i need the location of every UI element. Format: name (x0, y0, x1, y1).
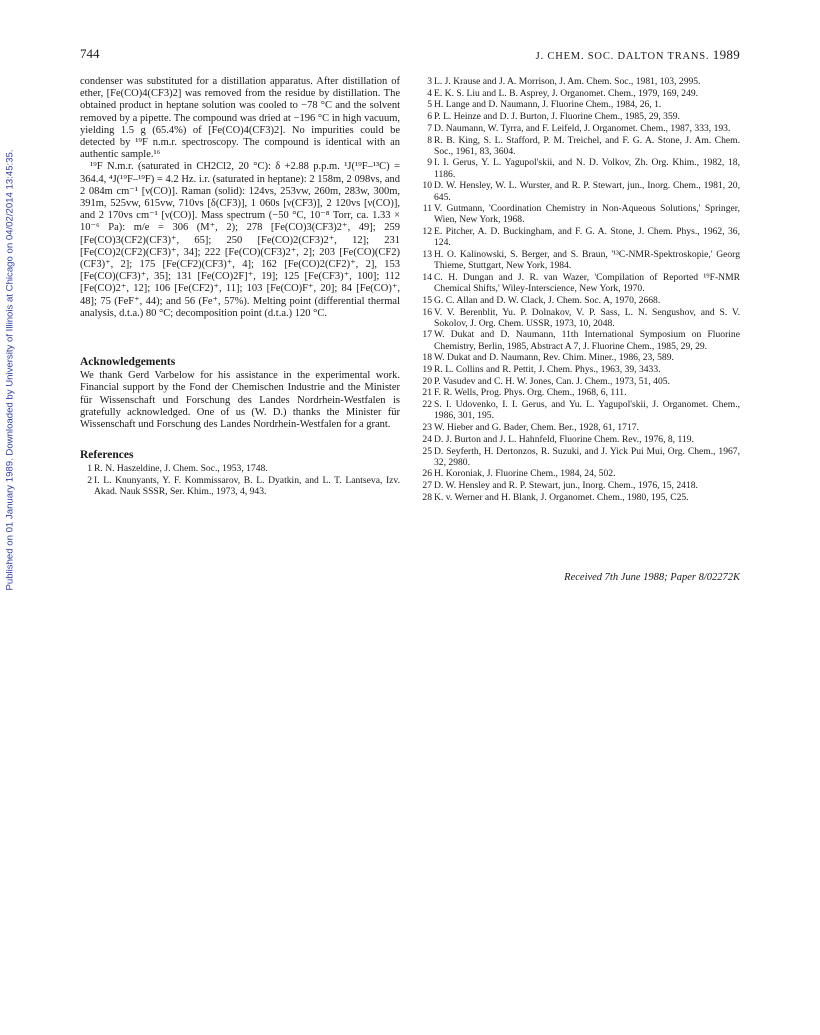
reference-item (420, 422, 740, 433)
reference-item (420, 468, 740, 479)
reference-number: 14 (422, 271, 432, 283)
reference-item (420, 123, 740, 134)
reference-text: D. J. Burton and J. L. Hahnfeld, Fluorine Chem. Rev., 1976, 8, 119. (434, 433, 694, 445)
reference-text: W. Hieber and G. Bader, Chem. Ber., 1928, 61, 1717. (434, 422, 639, 434)
journal-title (536, 47, 740, 63)
reference-item (420, 76, 740, 87)
reference-text: D. Naumann, W. Tyrra, and F. Leifeld, J. Organomet. Chem., 1987, 333, 193. (434, 122, 731, 134)
acknowledgements-text: We thank Gerd Varbelow for his assistance in the experimental work. Financial support by the Fond der Chemischen Industrie and the Minister für Wissenschaft und Forschung des Landes Nordrhein-Westfalen is gratefully acknowledged. One of us (W. D.) thanks the Minister für Wissenschaft und Forschung des Landes Nordrhein-Westfalen for a grant. (80, 370, 400, 431)
reference-number: 27 (422, 480, 432, 492)
reference-number: 1 (87, 463, 92, 475)
reference-text: K. v. Werner and H. Blank, J. Organomet. Chem., 1980, 195, C25. (434, 491, 689, 503)
reference-number: 16 (422, 306, 432, 318)
page-number: 744 (80, 46, 100, 61)
received-note: Received 7th June 1988; Paper 8/02272K (564, 572, 740, 583)
body-paragraph: ¹⁹F N.m.r. (saturated in CH2Cl2, 20 °C): δ +2.88 p.p.m. ¹J(¹⁹F–¹³C) = 364.4, ⁴J(¹⁹F–¹⁹F) = 4.2 Hz. i.r. (saturated in heptane): 2 158m, 2 098vs, and 2 084m cm⁻¹ [ν(CO)]. Raman (solid): 124vs, 253vw, 260m, 283w, 300m, 391m, 525vw, 615vw, 710vs [δ(CF3)], 1 060s [ν(CF3)], 2 120vs [ν(CO)], and 2 170vs cm⁻¹ [ν(CO)]. Mass spectrum (−50 °C, 10⁻⁸ Torr, ca. 1.33 × 10⁻⁶ Pa): m/e = 306 (M⁺, 2); 278 [Fe(CO)3(CF3)2⁺, 49]; 259 [Fe(CO)3(CF2)(CF3)⁺, 65]; 250 [Fe(CO)2(CF3)2⁺, 12]; 231 [Fe(CO)2(CF2)(CF3)⁺, 34]; 222 [Fe(CO)(CF3)2⁺, 2]; 203 [Fe(CO)(CF2)(CF3)⁺, 2]; 175 [Fe(CF2)(CF3)⁺, 4]; 162 [Fe(CO)2(CF2)⁺, 2], 153 [Fe(CO)(CF3)⁺, 35]; 131 [Fe(CO)2F]⁺, 19]; 125 [Fe(CF3)⁺, 100]; 112 [Fe(CO)2⁺, 12]; 106 [Fe(CF2)⁺, 11]; 103 [Fe(CO)F⁺, 20]; 84 [Fe(CO)⁺, 48]; 75 (FeF⁺, 44); and 56 (Fe⁺, 57%). Melting point (differential thermal analysis, d.t.a.) 80 °C; decomposition point (d.t.a.) 120 °C. (80, 161, 400, 319)
reference-text: S. I. Udovenko, I. I. Gerus, and Yu. L. Yagupol'skii, J. Organomet. Chem., 1986, 301, 195. (434, 399, 740, 422)
reference-number: 24 (422, 433, 432, 445)
reference-item (420, 307, 740, 329)
reference-item (80, 463, 400, 474)
reference-text: I. I. Gerus, Y. L. Yagupol'skii, and N. D. Volkov, Zh. Org. Khim., 1982, 18, 1186. (434, 157, 740, 180)
reference-text: G. C. Allan and D. W. Clack, J. Chem. Soc. A, 1970, 2668. (434, 294, 661, 306)
reference-item (420, 399, 740, 421)
acknowledgements-heading: Acknowledgements (80, 356, 176, 369)
reference-number: 26 (422, 468, 432, 480)
reference-text: F. R. Wells, Prog. Phys. Org. Chem., 1968, 6, 111. (434, 387, 627, 399)
references-list-left (80, 463, 400, 497)
reference-item (420, 226, 740, 248)
reference-number: 11 (422, 203, 432, 215)
reference-item (420, 180, 740, 202)
reference-text: C. H. Dungan and J. R. van Wazer, 'Compilation of Reported ¹⁹F-NMR Chemical Shifts,' Wiley-Interscience, New York, 1970. (434, 271, 740, 295)
reference-item (420, 446, 740, 468)
reference-number: 15 (422, 294, 432, 306)
reference-text: P. L. Heinze and D. J. Burton, J. Fluorine Chem., 1985, 29, 359. (434, 111, 680, 123)
reference-item (420, 352, 740, 363)
reference-item (420, 329, 740, 351)
reference-item (420, 364, 740, 375)
reference-item (420, 88, 740, 99)
reference-number: 22 (422, 399, 432, 411)
reference-text: R. B. King, S. L. Stafford, P. M. Treichel, and F. G. A. Stone, J. Am. Chem. Soc., 1961, 83, 3604. (434, 134, 740, 157)
reference-number: 3 (427, 76, 432, 87)
reference-item (420, 111, 740, 122)
journal-year: 1989 (712, 47, 740, 62)
reference-text: H. Lange and D. Naumann, J. Fluorine Chem., 1984, 26, 1. (434, 99, 662, 111)
reference-item (420, 387, 740, 398)
reference-text: D. W. Hensley and R. P. Stewart, jun., Inorg. Chem., 1976, 15, 2418. (434, 480, 698, 492)
reference-text: I. L. Knunyants, Y. F. Kommissarov, B. L. Dyatkin, and L. T. Lantseva, Izv. Akad. Nauk SSSR, Ser. Khim., 1973, 4, 943. (94, 475, 400, 498)
reference-number: 6 (427, 111, 432, 123)
page-header (80, 46, 740, 62)
reference-text: D. Seyferth, H. Dertonzos, R. Suzuki, and J. Yick Pui Mui, Org. Chem., 1967, 32, 2980. (434, 445, 740, 468)
reference-number: 5 (427, 99, 432, 111)
reference-number: 28 (422, 491, 432, 503)
publication-sidebar (0, 90, 20, 650)
reference-number: 25 (422, 445, 432, 457)
reference-item (420, 295, 740, 306)
reference-number: 19 (422, 364, 432, 376)
reference-item (420, 203, 740, 225)
reference-text: V. V. Berenblit, Yu. P. Dolnakov, V. P. Sass, L. N. Sengushov, and S. V. Sokolov, J. Org. Chem. USSR, 1973, 10, 2048. (434, 306, 740, 329)
body-paragraph: condenser was substituted for a distillation apparatus. After distillation of ether, [Fe(CO)4(CF3)2] was removed from the residue by distillation. The obtained product in heptane solution was cooled to −78 °C and the solvent removed by a pipette. The compound was dried at −196 °C in high vacuum, yielding 1.5 g (65.4%) of [Fe(CO)4(CF3)2]. No impurities could be detected by ¹⁹F n.m.r. spectroscopy. The compound is identical with an authentic sample.¹⁶ (80, 76, 400, 161)
references-heading: References (80, 449, 134, 462)
reference-text: D. W. Hensley, W. L. Wurster, and R. P. Stewart, jun., Inorg. Chem., 1981, 20, 645. (434, 180, 740, 203)
reference-item (420, 376, 740, 387)
reference-number: 21 (422, 387, 432, 399)
reference-number: 7 (427, 122, 432, 134)
reference-text: L. J. Krause and J. A. Morrison, J. Am. Chem. Soc., 1981, 103, 2995. (434, 76, 701, 87)
reference-item (420, 492, 740, 503)
reference-text: R. N. Haszeldine, J. Chem. Soc., 1953, 1748. (94, 463, 268, 475)
reference-text: V. Gutmann, 'Coordination Chemistry in Non-Aqueous Solutions,' Springer, Wien, New York, 1968. (434, 203, 740, 226)
reference-number: 23 (422, 422, 432, 434)
reference-item (420, 135, 740, 157)
reference-item (420, 249, 740, 271)
left-column (80, 76, 400, 498)
reference-number: 18 (422, 352, 432, 364)
reference-text: W. Dukat and D. Naumann, Rev. Chim. Miner., 1986, 23, 589. (434, 352, 674, 364)
reference-text: E. Pitcher, A. D. Buckingham, and F. G. A. Stone, J. Chem. Phys., 1962, 36, 124. (434, 226, 740, 249)
reference-number: 2 (87, 475, 92, 487)
reference-text: W. Dukat and D. Naumann, 11th International Symposium on Fluorine Chemistry, Berlin, 1985, Abstract A 7, J. Fluorine Chem., 1985, 29, 29. (434, 329, 740, 352)
reference-item (80, 475, 400, 497)
reference-number: 12 (422, 226, 432, 238)
reference-item (420, 99, 740, 110)
reference-item (420, 480, 740, 491)
reference-item (420, 272, 740, 294)
reference-text: P. Vasudev and C. H. W. Jones, Can. J. Chem., 1973, 51, 405. (434, 375, 670, 387)
reference-number: 4 (427, 87, 432, 99)
reference-number: 20 (422, 375, 432, 387)
reference-number: 10 (422, 180, 432, 192)
reference-text: E. K. S. Liu and L. B. Asprey, J. Organomet. Chem., 1979, 169, 249. (434, 87, 699, 99)
right-column (420, 76, 740, 504)
reference-text: R. L. Collins and R. Pettit, J. Chem. Phys., 1963, 39, 3433. (434, 364, 661, 376)
reference-number: 13 (422, 249, 432, 261)
reference-number: 8 (427, 134, 432, 146)
reference-number: 17 (422, 329, 432, 341)
journal-name: J. CHEM. SOC. DALTON TRANS. (535, 51, 710, 62)
reference-text: H. O. Kalinowski, S. Berger, and S. Braun, '¹³C-NMR-Spektroskopie,' Georg Thieme, Stuttgart, New York, 1984. (434, 249, 740, 272)
publication-info-link[interactable]: Published on 01 January 1989. Downloaded by University of Illinois at Chicago on 04/02/2014 13:45:35. (4, 149, 16, 591)
reference-item (420, 434, 740, 445)
references-list-right (420, 76, 740, 503)
reference-text: H. Koroniak, J. Fluorine Chem., 1984, 24, 502. (434, 468, 616, 480)
reference-number: 9 (427, 157, 432, 169)
reference-item (420, 157, 740, 179)
